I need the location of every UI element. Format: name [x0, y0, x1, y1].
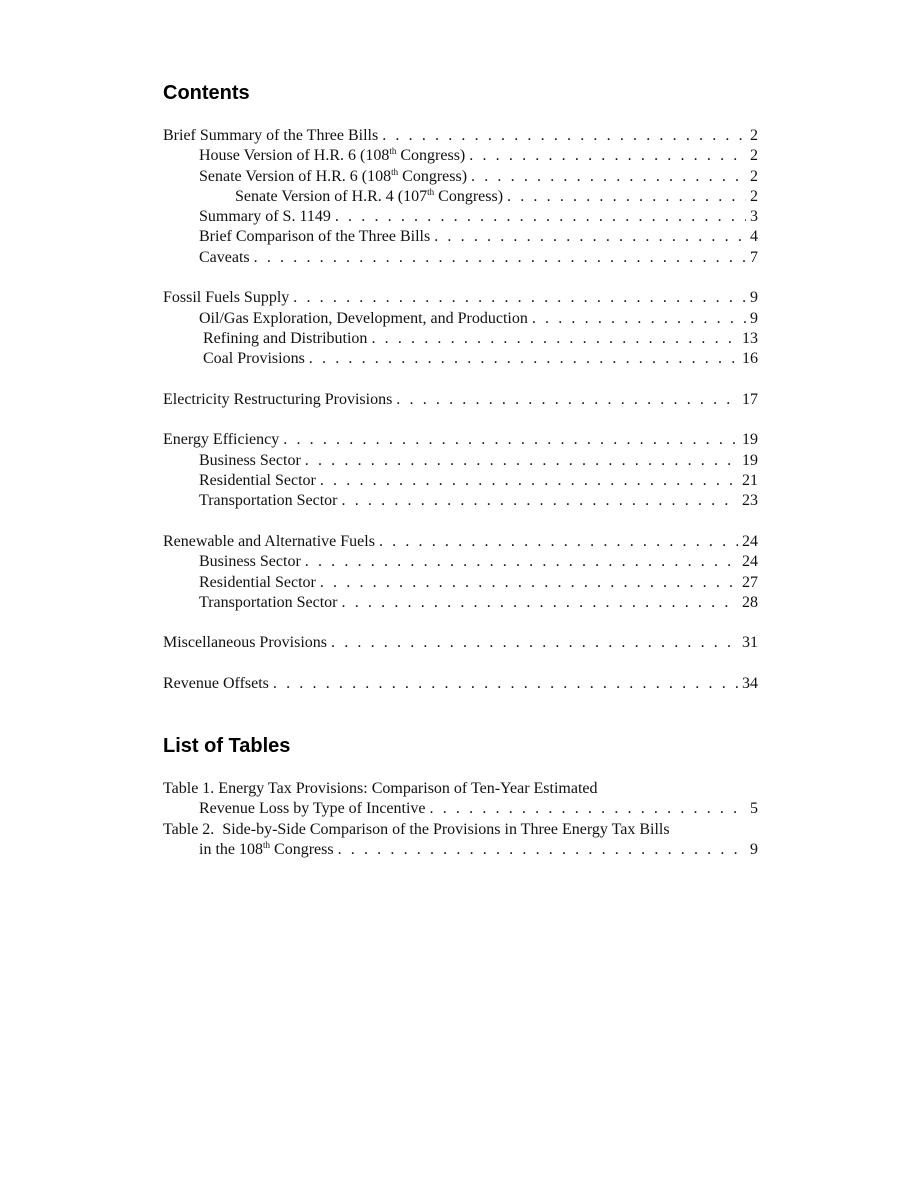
toc-entry-title: Miscellaneous Provisions — [163, 634, 327, 652]
table-entry-line2[interactable] — [163, 799, 758, 819]
toc-entry[interactable] — [163, 146, 758, 166]
table-entry-line1[interactable] — [163, 779, 758, 799]
toc-entry-title: Renewable and Alternative Fuels — [163, 532, 375, 550]
toc-entry-title: Brief Summary of the Three Bills — [163, 127, 379, 144]
toc-entry-title: Senate Version of H.R. 4 (107th Congress) — [235, 186, 504, 205]
toc-entry-title: Caveats — [199, 248, 250, 266]
section-gap — [163, 613, 758, 633]
table-entry-title-cont: Revenue Loss by Type of Incentive — [199, 800, 426, 818]
toc-entry-page: 28 — [742, 593, 758, 611]
toc-entry[interactable] — [163, 207, 758, 227]
dot-leader — [342, 491, 738, 511]
toc-entry[interactable] — [163, 187, 758, 207]
dot-leader — [379, 532, 738, 552]
toc-entry-title: Residential Sector — [199, 472, 316, 490]
toc-entry[interactable] — [163, 349, 758, 369]
toc-entry-title: Brief Comparison of the Three Bills — [199, 228, 431, 246]
table-entry-line1[interactable] — [163, 820, 758, 840]
toc-entry-title: Senate Version of H.R. 6 (108th Congress) — [199, 166, 468, 185]
table-entry-title-cont: in the 108th Congress — [199, 839, 334, 858]
dot-leader — [254, 248, 746, 268]
dot-leader — [305, 451, 738, 471]
toc-entry[interactable] — [163, 471, 758, 491]
toc-entry-page: 34 — [742, 675, 758, 693]
section-gap — [163, 512, 758, 532]
dot-leader — [283, 430, 738, 450]
toc-entry-page: 21 — [742, 472, 758, 490]
list-of-tables — [163, 779, 758, 860]
section-gap — [163, 268, 758, 288]
dot-leader — [532, 309, 746, 329]
toc-entry-page: 2 — [750, 187, 758, 205]
toc-entry[interactable] — [163, 227, 758, 247]
dot-leader — [430, 799, 746, 819]
toc-entry[interactable] — [163, 309, 758, 329]
toc-entry-title: Refining and Distribution — [199, 329, 368, 347]
toc-entry[interactable] — [163, 451, 758, 471]
toc-entry-page: 24 — [742, 553, 758, 571]
toc-entry[interactable] — [163, 552, 758, 572]
toc-entry-page: 16 — [742, 350, 758, 368]
toc-entry[interactable] — [163, 633, 758, 653]
dot-leader — [382, 126, 746, 146]
dot-leader — [371, 329, 738, 349]
toc-entry-page: 19 — [742, 431, 758, 449]
toc-entry-page: 31 — [742, 634, 758, 652]
section-gap — [163, 370, 758, 390]
section-gap — [163, 654, 758, 674]
toc-entry-page: 27 — [742, 573, 758, 591]
table-entry-line2[interactable] — [163, 840, 758, 860]
table-entry-page: 9 — [750, 840, 758, 858]
toc-entry-title: Oil/Gas Exploration, Development, and Production — [199, 309, 528, 327]
toc-entry-page: 3 — [750, 208, 758, 226]
toc-entry[interactable] — [163, 288, 758, 308]
table-entry-title: Table 1. Energy Tax Provisions: Comparison of Ten-Year Estimated — [163, 780, 598, 797]
toc-entry-page: 2 — [750, 127, 758, 144]
toc-entry-title: House Version of H.R. 6 (108th Congress) — [199, 146, 466, 165]
toc-entry[interactable] — [163, 390, 758, 410]
dot-leader — [507, 187, 746, 207]
dot-leader — [309, 349, 738, 369]
toc-entry-title: Revenue Offsets — [163, 675, 269, 693]
contents-list — [163, 126, 758, 694]
toc-entry[interactable] — [163, 248, 758, 268]
toc-entry-title: Fossil Fuels Supply — [163, 289, 290, 307]
toc-entry[interactable] — [163, 491, 758, 511]
toc-entry-page: 9 — [750, 289, 758, 307]
table-entry-page: 5 — [750, 800, 758, 818]
dot-leader — [396, 390, 738, 410]
toc-entry[interactable] — [163, 593, 758, 613]
contents-heading: Contents — [163, 82, 250, 104]
toc-entry-title: Transportation Sector — [199, 593, 338, 611]
toc-entry-title: Summary of S. 1149 — [199, 208, 331, 226]
toc-entry[interactable] — [163, 167, 758, 187]
dot-leader — [320, 573, 738, 593]
toc-entry[interactable] — [163, 430, 758, 450]
toc-entry-title: Energy Efficiency — [163, 431, 280, 449]
toc-entry-title: Coal Provisions — [199, 350, 305, 368]
toc-entry-title: Electricity Restructuring Provisions — [163, 390, 393, 408]
toc-entry-page: 4 — [750, 228, 758, 246]
table-entry-title: Table 2. Side-by-Side Comparison of the Provisions in Three Energy Tax Bills — [163, 820, 670, 838]
dot-leader — [293, 288, 746, 308]
dot-leader — [342, 593, 738, 613]
toc-entry[interactable] — [163, 573, 758, 593]
toc-entry[interactable] — [163, 674, 758, 694]
toc-entry-page: 2 — [750, 147, 758, 165]
toc-entry-title: Business Sector — [199, 553, 301, 571]
toc-entry-page: 13 — [742, 329, 758, 347]
dot-leader — [471, 167, 746, 187]
toc-entry-page: 2 — [750, 167, 758, 185]
dot-leader — [305, 552, 738, 572]
dot-leader — [320, 471, 738, 491]
toc-entry-title: Residential Sector — [199, 573, 316, 591]
toc-entry-page: 23 — [742, 492, 758, 510]
dot-leader — [331, 633, 738, 653]
toc-entry-page: 7 — [750, 248, 758, 266]
toc-entry[interactable] — [163, 329, 758, 349]
dot-leader — [273, 674, 738, 694]
toc-entry-page: 17 — [742, 390, 758, 408]
toc-entry[interactable] — [163, 532, 758, 552]
dot-leader — [335, 207, 746, 227]
section-gap — [163, 410, 758, 430]
toc-entry-page: 9 — [750, 309, 758, 327]
toc-entry-page: 19 — [742, 451, 758, 469]
dot-leader — [469, 146, 746, 166]
toc-entry[interactable] — [163, 126, 758, 146]
toc-entry-page: 24 — [742, 532, 758, 550]
toc-entry-title: Business Sector — [199, 451, 301, 469]
dot-leader — [434, 227, 746, 247]
list-of-tables-heading: List of Tables — [163, 735, 291, 757]
toc-entry-title: Transportation Sector — [199, 492, 338, 510]
dot-leader — [338, 840, 746, 860]
